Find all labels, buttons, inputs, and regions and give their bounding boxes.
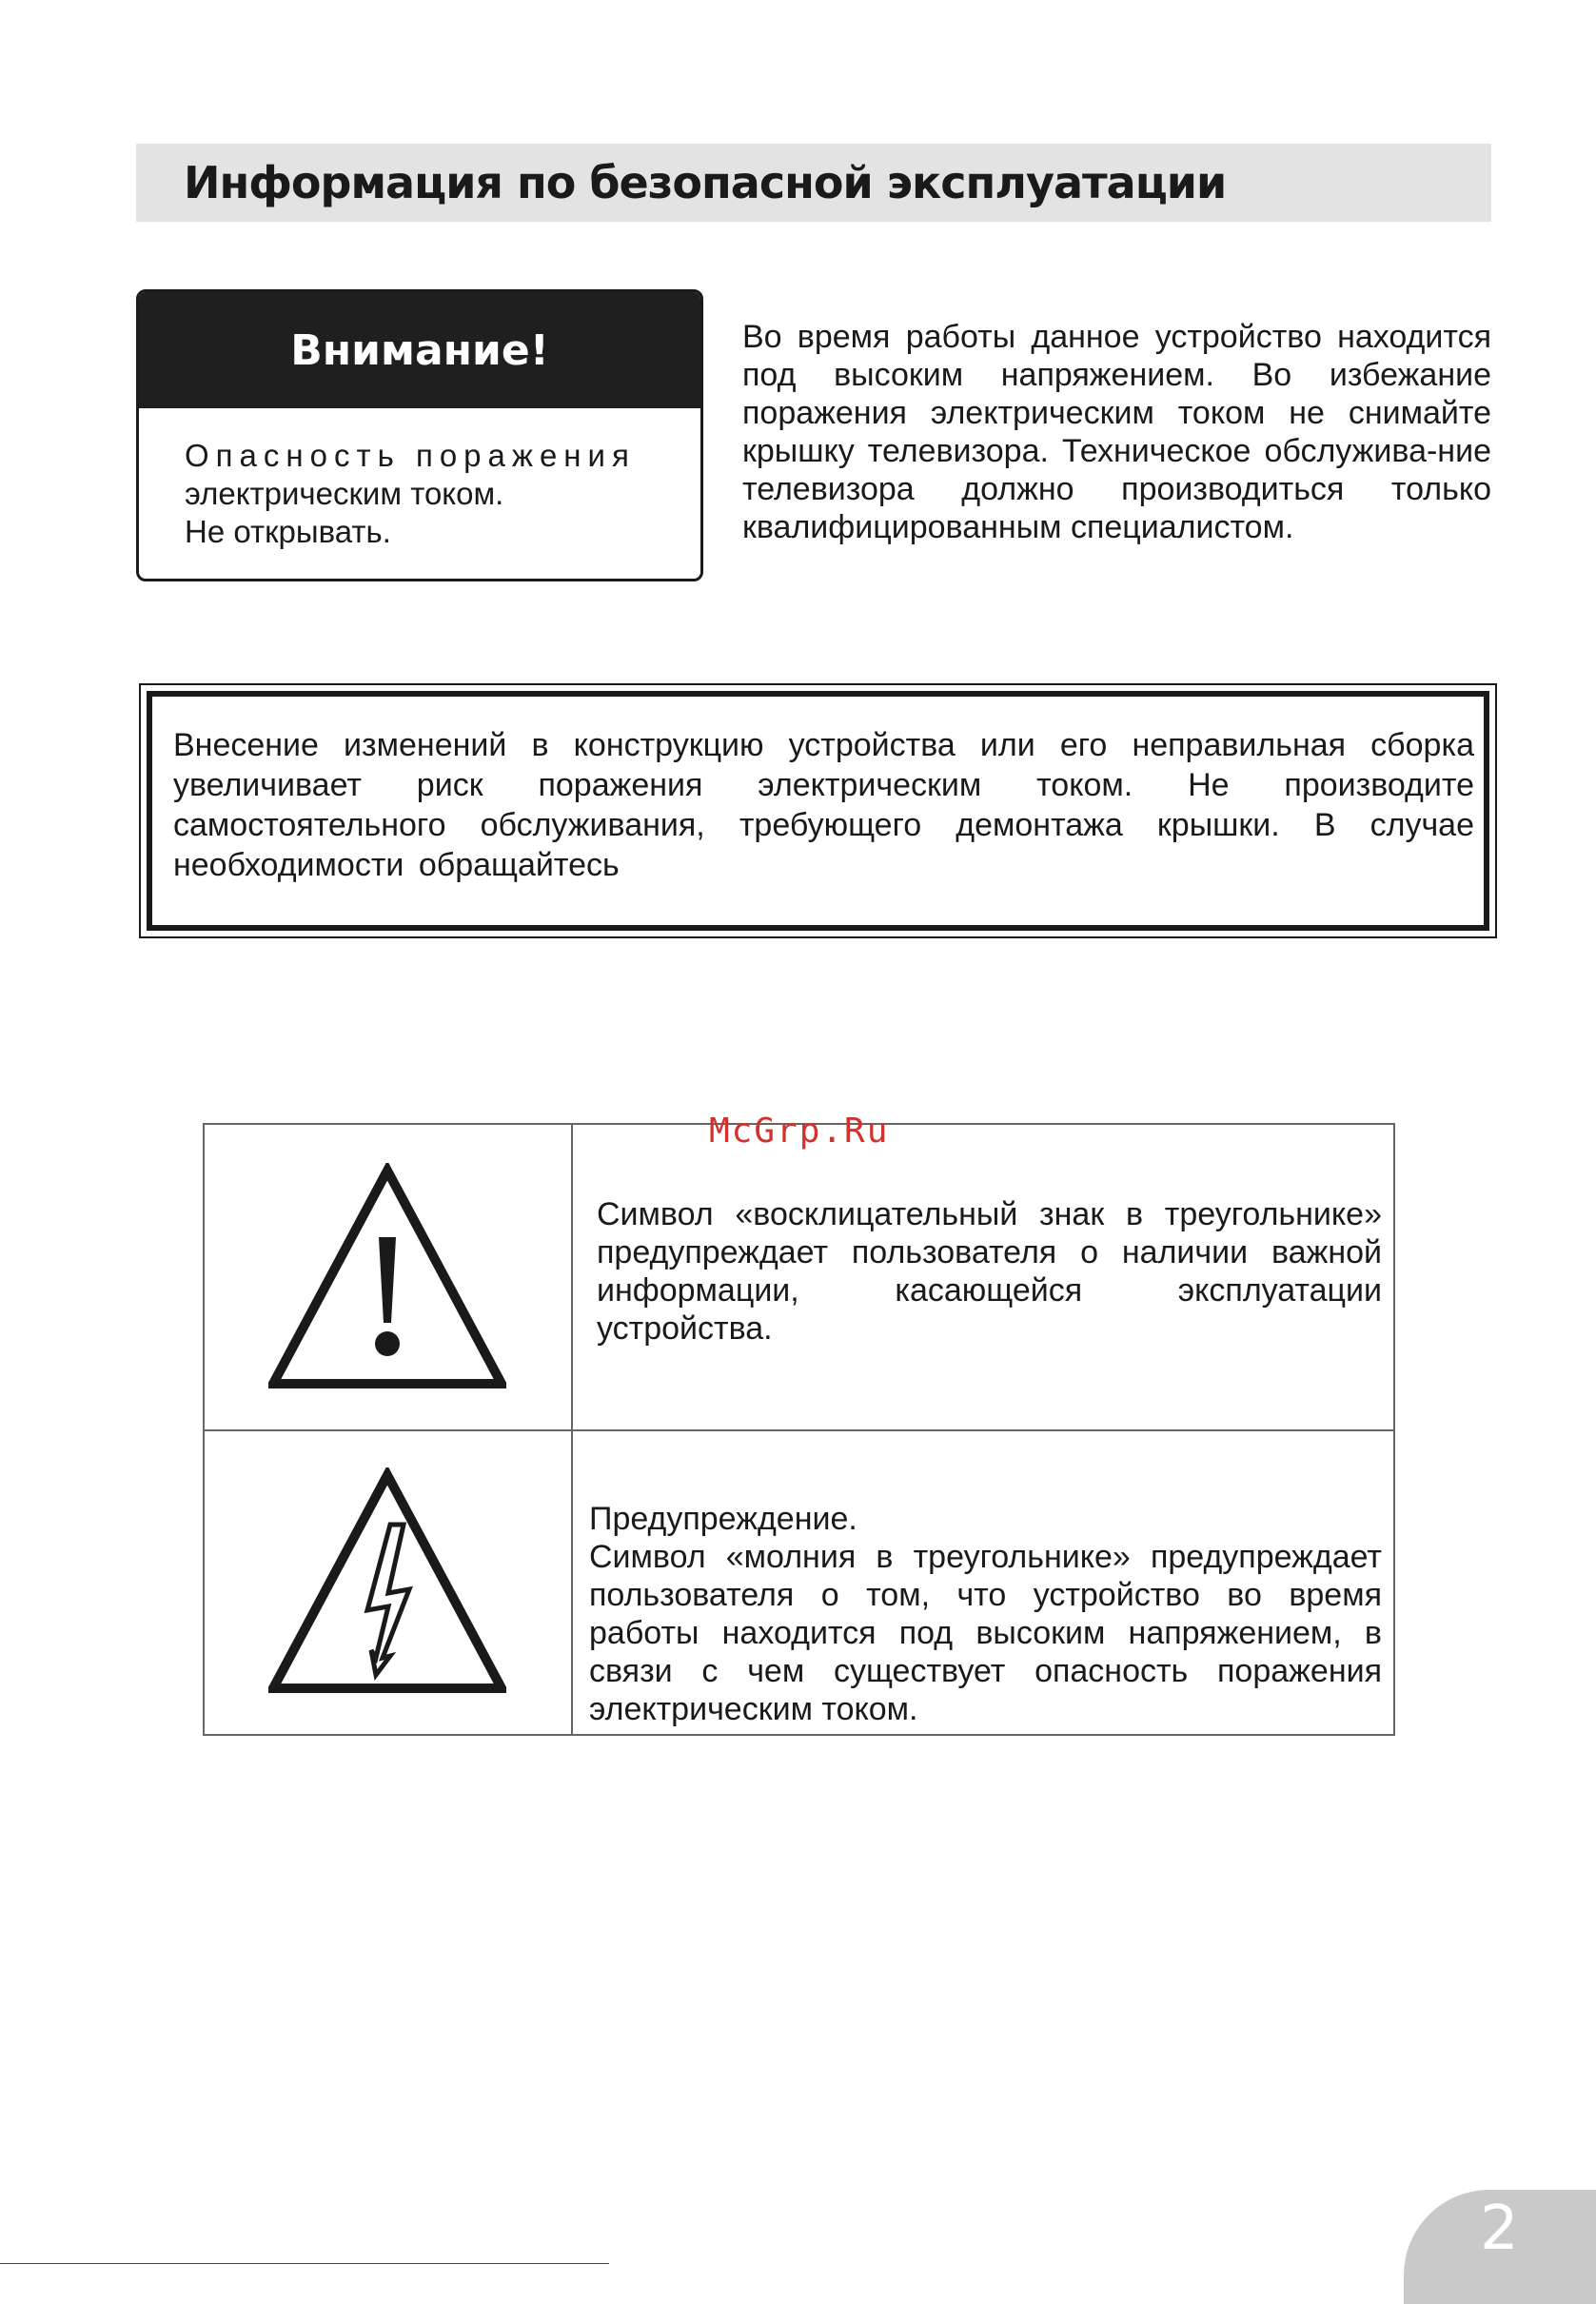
symbol-icon-cell bbox=[205, 1429, 573, 1734]
exclamation-triangle-icon bbox=[268, 1163, 506, 1391]
page-title: Информация по безопасной эксплуатации bbox=[184, 157, 1227, 208]
caution-line-3: Не открывать. bbox=[185, 514, 391, 549]
exclamation-symbol-description: Символ «восклицательный знак в треугольнике» предупреждает пользователя о наличии важной информации, касающейся эксплуатации устройства. bbox=[597, 1196, 1382, 1347]
modification-warning-text: Внесение изменений в конструкцию устройства или его неправильная сборка увеличивает риск поражения электрическим током. Не производите самостоятельного обслуживания, требующего демонтажа крышки. В случае необходимости обращайтесь bbox=[173, 727, 1474, 883]
lightning-symbol-title: Предупреждение. bbox=[589, 1501, 857, 1537]
lightning-triangle-icon bbox=[268, 1467, 506, 1696]
section-header bbox=[136, 144, 1491, 222]
caution-box bbox=[136, 289, 703, 581]
bottom-rule bbox=[0, 2263, 609, 2264]
page-number: 2 bbox=[1480, 2194, 1519, 2264]
symbol-row-lightning bbox=[205, 1429, 1393, 1734]
caution-body bbox=[139, 408, 700, 551]
lightning-symbol-text: Символ «молния в треугольнике» предупреждает пользователя о том, что устройство во время работы находится под высоким напряжением, в связи с чем существует опасность поражения электрическим током. bbox=[589, 1539, 1382, 1727]
watermark: McGrp.Ru bbox=[709, 1112, 890, 1151]
frame-inner-border bbox=[147, 691, 1489, 931]
caution-line-2: электрическим током. bbox=[185, 476, 504, 511]
high-voltage-paragraph: Во время работы данное устройство находится под высоким напряжением. Во избежание поражения электрическим током не снимайте крышку телевизора. Техническое обслужива-ние телевизора должно производиться только квалифицированным специалистом. bbox=[742, 319, 1491, 545]
symbol-row-exclamation bbox=[205, 1125, 1393, 1431]
symbol-table bbox=[203, 1123, 1395, 1736]
caution-line-1: Опасность поражения bbox=[185, 438, 636, 473]
modification-warning-frame bbox=[139, 683, 1497, 938]
symbol-icon-cell bbox=[205, 1125, 573, 1429]
lightning-symbol-description bbox=[589, 1500, 1382, 1728]
caution-title: Внимание! bbox=[139, 292, 700, 408]
